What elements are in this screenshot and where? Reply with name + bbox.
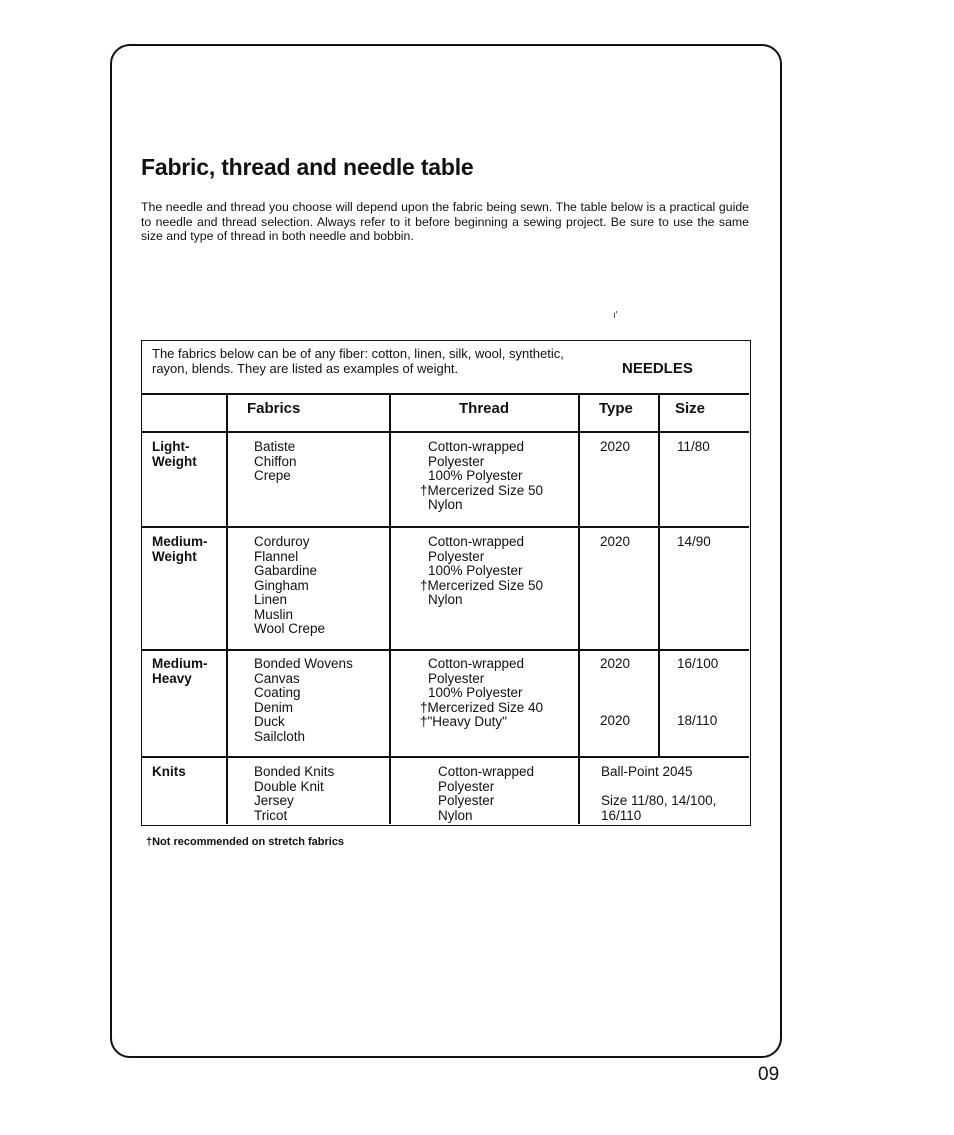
fabric-item: Sailcloth: [254, 728, 306, 744]
weight-line: Knits: [152, 764, 186, 779]
thread-item: Cotton-wrapped: [428, 656, 525, 671]
needle-size: 14/90: [677, 534, 711, 549]
weight-line: Light-: [152, 439, 190, 454]
row-weight-label: [152, 440, 197, 469]
fabric-item: Wool Crepe: [254, 621, 326, 636]
thread-item: Cotton-wrapped: [438, 764, 535, 779]
needle-type: 2020: [600, 656, 631, 671]
rule-col-2: [389, 393, 391, 824]
weight-line: Medium-: [152, 534, 208, 549]
fabric-item: Denim: [254, 699, 294, 715]
needle-type: 2020: [600, 534, 631, 549]
needle-size: 18/110: [677, 713, 718, 728]
thread-item: †"Heavy Duty": [420, 714, 507, 729]
header-thread: Thread: [459, 400, 510, 417]
thread-item: 100% Polyester: [428, 685, 523, 700]
fabrics-list: [254, 535, 325, 637]
rule-col-4: [658, 393, 660, 757]
needle-type: Ball-Point 2045: [601, 764, 693, 779]
thread-item: Polyester: [438, 778, 495, 794]
thread-item: 100% Polyester: [428, 468, 523, 483]
row-weight-label: [152, 535, 208, 564]
needle-size-line: Size 11/80, 14/100,: [601, 793, 717, 808]
thread-item: Polyester: [428, 453, 485, 469]
fabric-item: Jersey: [254, 793, 294, 808]
needle-size: 16/100: [677, 656, 719, 671]
fabric-item: Double Knit: [254, 778, 324, 794]
fabric-item: Bonded Knits: [254, 764, 335, 779]
fabric-item: Coating: [254, 685, 301, 700]
intro-paragraph: The needle and thread you choose will depend upon the fabric being sewn. The table below is a practical guide to needle and thread selection. Always refer to it before beginning a sewing project. Be sure to use the same size and type of thread in both needle and bobbin.: [141, 200, 749, 243]
thread-item: Nylon: [438, 807, 473, 823]
thread-item: 100% Polyester: [428, 563, 523, 578]
row-weight-label: [152, 765, 186, 780]
thread-item: Cotton-wrapped: [428, 439, 525, 454]
fabric-item: Gabardine: [254, 563, 318, 578]
weight-line: Medium-: [152, 656, 208, 671]
thread-item: Cotton-wrapped: [428, 534, 525, 549]
row-weight-label: [152, 657, 208, 686]
fabric-item: Duck: [254, 714, 285, 729]
thread-item: Polyester: [438, 793, 495, 808]
weight-line: Weight: [152, 453, 197, 469]
needle-type: 2020: [600, 713, 631, 728]
fabric-item: Canvas: [254, 670, 300, 686]
fabric-item: Flannel: [254, 548, 299, 564]
thread-item: Nylon: [428, 497, 463, 512]
fabric-item: Chiffon: [254, 453, 297, 469]
footnote: †Not recommended on stretch fabrics: [146, 836, 345, 848]
fabric-thread-needle-table: [141, 340, 751, 826]
page-number: 09: [758, 1064, 780, 1085]
thread-item: †Mercerized Size 40: [420, 699, 544, 715]
rule-col-1: [226, 393, 228, 824]
weight-line: Heavy: [152, 670, 192, 686]
weight-line: Weight: [152, 548, 197, 564]
fabric-item: Linen: [254, 592, 288, 607]
fabrics-list: [254, 440, 297, 484]
fabrics-list: [254, 765, 334, 823]
thread-item: Polyester: [428, 670, 485, 686]
fabric-item: Corduroy: [254, 534, 310, 549]
scan-mark: ı': [613, 310, 618, 321]
fabric-item: Bonded Wovens: [254, 656, 353, 671]
needle-size-line: 16/110: [601, 807, 642, 823]
fabric-item: Muslin: [254, 606, 294, 622]
fabric-item: Crepe: [254, 468, 291, 483]
fabric-item: Tricot: [254, 807, 288, 823]
thread-list: [420, 439, 544, 513]
needle-size-list: [601, 794, 716, 823]
rule-col-3: [578, 393, 580, 824]
page-title: Fabric, thread and needle table: [141, 154, 474, 180]
thread-list: [420, 656, 544, 730]
fabrics-list: [254, 657, 353, 744]
thread-item: †Mercerized Size 50: [420, 482, 544, 498]
header-type: Type: [599, 400, 633, 417]
needle-size: 11/80: [677, 439, 710, 454]
needles-header: NEEDLES: [622, 360, 693, 377]
thread-item: †Mercerized Size 50: [420, 577, 544, 593]
thread-item: Nylon: [428, 592, 463, 607]
needle-type: 2020: [600, 439, 631, 454]
thread-item: Polyester: [428, 548, 485, 564]
header-size: Size: [675, 400, 706, 417]
table-note: The fabrics below can be of any fiber: cotton, linen, silk, wool, synthetic, rayon, blends. They are listed as examples of weight.: [152, 346, 564, 376]
header-fabrics: Fabrics: [247, 400, 301, 417]
thread-list: [420, 534, 544, 608]
thread-list: [438, 765, 534, 823]
fabric-item: Gingham: [254, 577, 309, 593]
fabric-item: Batiste: [254, 439, 296, 454]
